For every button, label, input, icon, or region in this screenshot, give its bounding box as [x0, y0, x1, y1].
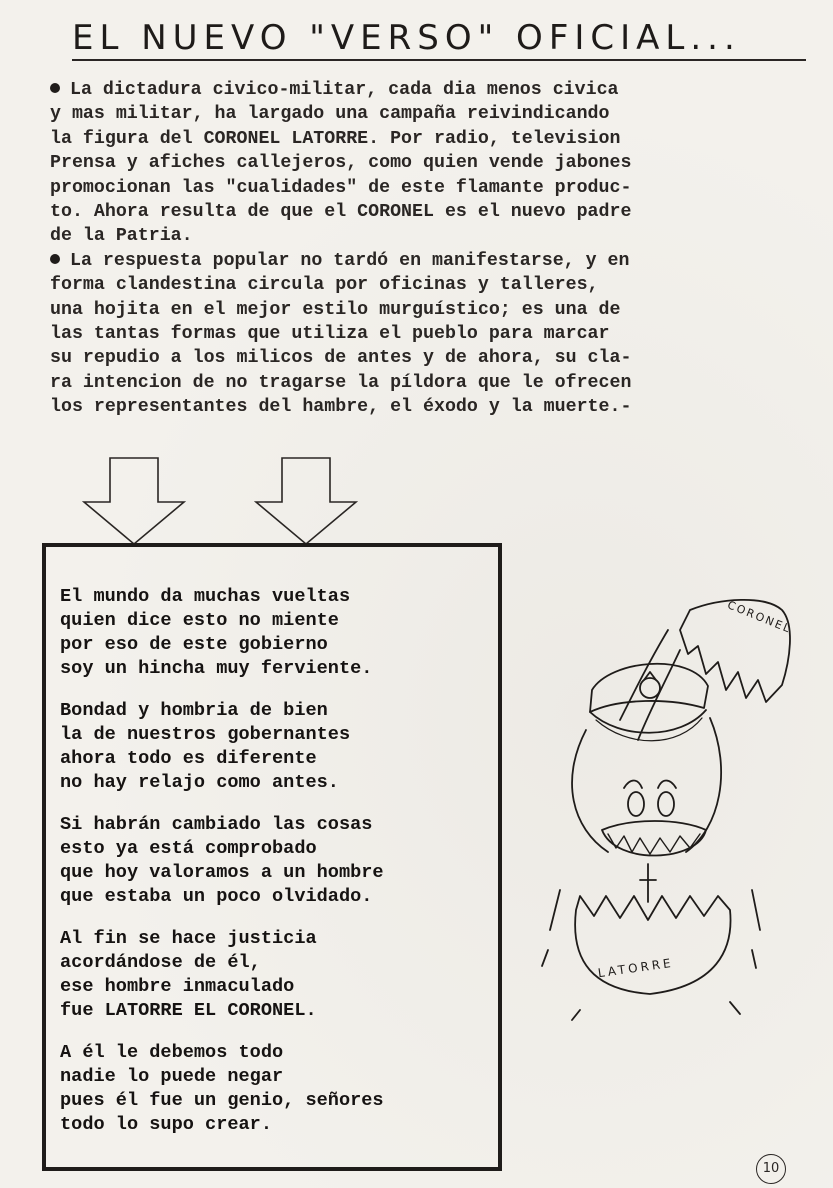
bullet-icon: [50, 83, 60, 93]
poem-box: [42, 543, 502, 1171]
top-shell-label: CORONEL: [725, 598, 794, 636]
poem: [60, 585, 500, 1155]
poem-stanza: [60, 927, 500, 1023]
intro-text: [50, 78, 820, 420]
poem-line: todo lo supo crear.: [60, 1114, 273, 1135]
page-title: EL NUEVO "VERSO" OFICIAL...: [72, 18, 741, 58]
poem-line: Bondad y hombria de bien: [60, 700, 328, 721]
poem-line: acordándose de él,: [60, 952, 261, 973]
poem-line: esto ya está comprobado: [60, 838, 317, 859]
poem-line: quien dice esto no miente: [60, 610, 339, 631]
military-cap-shape: [590, 664, 708, 712]
poem-stanza: [60, 585, 500, 681]
poem-line: El mundo da muchas vueltas: [60, 586, 351, 607]
poem-line: fue LATORRE EL CORONEL.: [60, 1000, 317, 1021]
poem-line: ahora todo es diferente: [60, 748, 317, 769]
poem-stanza: [60, 699, 500, 795]
poem-line: pues él fue un genio, señores: [60, 1090, 384, 1111]
poem-line: A él le debemos todo: [60, 1042, 284, 1063]
poem-stanza: [60, 1041, 500, 1137]
down-arrow-icon: [82, 456, 186, 546]
bottom-shell-label: LATORRE: [596, 955, 675, 981]
caricature-illustration: [520, 590, 810, 1030]
poem-line: Si habrán cambiado las cosas: [60, 814, 373, 835]
bullet-icon: [50, 254, 60, 264]
intro-paragraph-2-text: La respuesta popular no tardó en manifestarse, y en forma clandestina circula por oficinas y talleres, una hojita en el mejor estilo murguístico; es una de las tantas formas que utiliza el pueblo para marcar su repudio a los milicos de antes y de ahora, su cla- ra intencion de no tragarse la píldora que le ofrecen los representantes del hambre, el éxodo y la muerte.-: [50, 250, 632, 418]
poem-line: soy un hincha muy ferviente.: [60, 658, 373, 679]
poem-line: nadie lo puede negar: [60, 1066, 284, 1087]
down-arrow-icon: [254, 456, 358, 546]
intro-paragraph-1-text: La dictadura civico-militar, cada dia menos civica y mas militar, ha largado una campaña reivindicando la figura del CORONEL LATORRE. Por radio, television Prensa y afiches callejeros, como quien vende jabones promocionan las "cualidades" de este flamante produc- to. Ahora resulta de que el CORONEL es el nuevo padre de la Patria.: [50, 80, 632, 247]
poem-stanza: [60, 813, 500, 909]
poem-line: Al fin se hace justicia: [60, 928, 317, 949]
poem-line: que hoy valoramos a un hombre: [60, 862, 384, 883]
intro-paragraph-1: [50, 78, 820, 249]
poem-line: ese hombre inmaculado: [60, 976, 295, 997]
poem-line: por eso de este gobierno: [60, 634, 328, 655]
page-number: 10: [756, 1154, 786, 1184]
mouth-shape: [602, 821, 706, 856]
poem-line: que estaba un poco olvidado.: [60, 886, 373, 907]
poem-line: no hay relajo como antes.: [60, 772, 339, 793]
intro-paragraph-2: [50, 249, 820, 420]
poem-line: la de nuestros gobernantes: [60, 724, 351, 745]
title-underline: [72, 59, 806, 61]
